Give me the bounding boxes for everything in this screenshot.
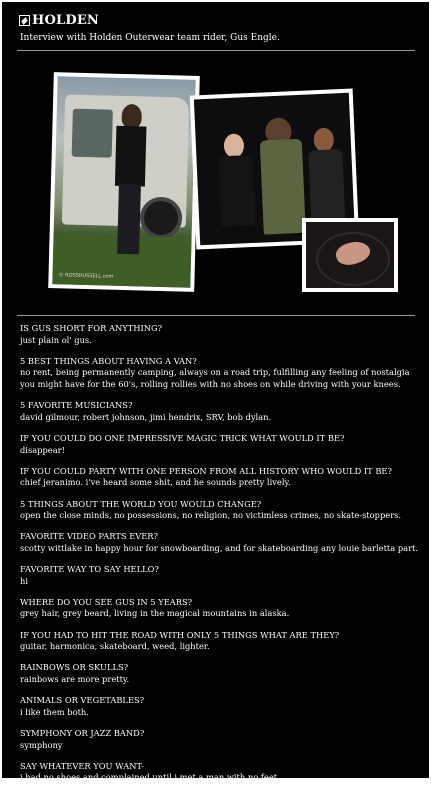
answer: chief jeranimo. i've heard some shit, and he sounds pretty lively.	[20, 477, 291, 488]
divider-middle	[17, 315, 415, 316]
brand-logo[interactable]	[19, 12, 99, 28]
rider-figure	[113, 104, 147, 255]
qa-item	[20, 433, 420, 456]
qa-item	[20, 531, 420, 554]
answer: disappear!	[20, 444, 65, 455]
holden-mark-icon	[19, 15, 30, 26]
answer: scotty wittlake in happy hour for snowboarding, and for skateboarding any louie barletta part.	[20, 542, 419, 553]
answer: symphony	[20, 739, 63, 750]
page-subtitle: Interview with Holden Outerwear team rider, Gus Engle.	[20, 33, 280, 43]
question: ANIMALS OR VEGETABLES?	[20, 695, 145, 706]
qa-item	[20, 466, 420, 489]
question: FAVORITE WAY TO SAY HELLO?	[20, 564, 159, 575]
answer: david gilmour, robert johnson, jimi hendrix, SRV, bob dylan.	[20, 411, 272, 422]
qa-item	[20, 356, 420, 391]
qa-item	[20, 695, 420, 718]
qa-item	[20, 400, 420, 423]
qa-item	[20, 630, 420, 653]
answer: rainbows are more pretty.	[20, 674, 130, 684]
question: SYMPHONY OR JAZZ BAND?	[20, 727, 145, 738]
question: IF YOU HAD TO HIT THE ROAD WITH ONLY 5 THINGS WHAT ARE THEY?	[20, 629, 340, 640]
question: IF YOU COULD DO ONE IMPRESSIVE MAGIC TRICK WHAT WOULD IT BE?	[20, 432, 345, 443]
answer: just plain ol' gus.	[20, 334, 92, 345]
page-frame	[2, 2, 429, 783]
question: 5 BEST THINGS ABOUT HAVING A VAN?	[20, 355, 197, 366]
brand-name: HOLDEN	[32, 12, 100, 28]
interview-qa	[20, 323, 420, 794]
answer: no rent, being permanently camping, always on a road trip, fulfilling any feeling of nostalgia you might have for the 60's, rolling rollies with no shoes on while driving with your knees.	[20, 367, 410, 389]
answer: i like them both.	[20, 706, 89, 717]
question: 5 THINGS ABOUT THE WORLD YOU WOULD CHANGE?	[20, 498, 262, 509]
question: FAVORITE VIDEO PARTS EVER?	[20, 531, 158, 542]
divider-top	[17, 50, 415, 51]
qa-item	[20, 499, 420, 522]
question: WHERE DO YOU SEE GUS IN 5 YEARS?	[20, 596, 193, 607]
answer: i had no shoes and complained until i met a man with no feet.	[20, 772, 280, 783]
qa-item	[20, 728, 420, 751]
photo-van	[48, 72, 200, 292]
qa-item	[20, 564, 420, 587]
qa-item	[20, 323, 420, 346]
answer: open the close minds, no possessions, no religion, no victimless crimes, no skate-stoppers.	[20, 510, 402, 521]
answer: hi	[20, 575, 28, 586]
answer: guitar, harmonica, skateboard, weed, lighter.	[20, 641, 210, 652]
question: RAINBOWS OR SKULLS?	[20, 662, 129, 673]
answer: grey hair, grey beard, living in the magical mountains in alaska.	[20, 608, 290, 619]
photo-credit: © ROSSRUSSELL.com	[58, 272, 114, 280]
qa-item	[20, 662, 420, 685]
question: IS GUS SHORT FOR ANYTHING?	[20, 323, 163, 333]
question: 5 FAVORITE MUSICIANS?	[20, 400, 133, 411]
photo-hand	[302, 218, 398, 292]
qa-item	[20, 761, 420, 784]
question: SAY WHATEVER YOU WANT-	[20, 760, 144, 771]
question: IF YOU COULD PARTY WITH ONE PERSON FROM ALL HISTORY WHO WOULD IT BE?	[20, 465, 392, 476]
qa-item	[20, 597, 420, 620]
